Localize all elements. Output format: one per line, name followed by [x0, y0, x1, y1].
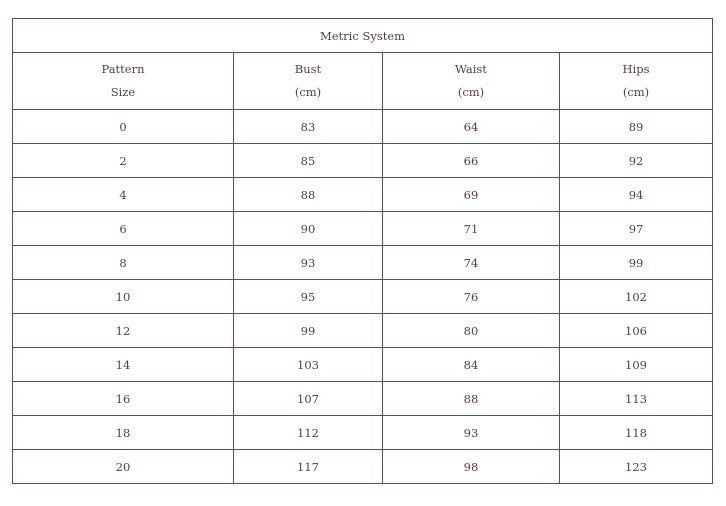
cell-size: 18 [13, 416, 234, 450]
cell-waist: 69 [383, 178, 560, 212]
cell-hips: 118 [560, 416, 713, 450]
cell-hips: 94 [560, 178, 713, 212]
cell-waist: 71 [383, 212, 560, 246]
cell-hips: 99 [560, 246, 713, 280]
cell-size: 6 [13, 212, 234, 246]
table-row [13, 144, 713, 178]
header-label: Pattern [101, 62, 145, 76]
size-chart-table [12, 18, 713, 484]
cell-hips: 89 [560, 110, 713, 144]
cell-size: 12 [13, 314, 234, 348]
cell-bust: 117 [234, 450, 383, 484]
cell-bust: 103 [234, 348, 383, 382]
header-label: Waist [455, 62, 487, 76]
cell-bust: 95 [234, 280, 383, 314]
header-hips [560, 53, 713, 110]
table-row [13, 382, 713, 416]
header-waist [383, 53, 560, 110]
header-unit: (cm) [622, 85, 650, 99]
cell-bust: 99 [234, 314, 383, 348]
table-row [13, 178, 713, 212]
cell-bust: 112 [234, 416, 383, 450]
cell-hips: 109 [560, 348, 713, 382]
table-row [13, 110, 713, 144]
header-pattern-size [13, 53, 234, 110]
cell-bust: 93 [234, 246, 383, 280]
table-row [13, 280, 713, 314]
cell-waist: 74 [383, 246, 560, 280]
cell-waist: 84 [383, 348, 560, 382]
cell-hips: 102 [560, 280, 713, 314]
cell-hips: 123 [560, 450, 713, 484]
cell-hips: 97 [560, 212, 713, 246]
header-sublabel: Size [110, 85, 136, 99]
header-unit: (cm) [457, 85, 485, 99]
cell-waist: 76 [383, 280, 560, 314]
cell-bust: 90 [234, 212, 383, 246]
cell-size: 16 [13, 382, 234, 416]
header-label: Hips [622, 62, 650, 76]
header-label: Bust [294, 62, 322, 76]
cell-hips: 106 [560, 314, 713, 348]
header-bust [234, 53, 383, 110]
cell-size: 0 [13, 110, 234, 144]
cell-size: 4 [13, 178, 234, 212]
header-unit: (cm) [294, 85, 322, 99]
cell-size: 14 [13, 348, 234, 382]
table-row [13, 212, 713, 246]
table-row [13, 246, 713, 280]
table-row [13, 314, 713, 348]
cell-bust: 85 [234, 144, 383, 178]
cell-size: 2 [13, 144, 234, 178]
cell-hips: 113 [560, 382, 713, 416]
cell-hips: 92 [560, 144, 713, 178]
cell-bust: 88 [234, 178, 383, 212]
table-row [13, 450, 713, 484]
table-row [13, 416, 713, 450]
cell-waist: 64 [383, 110, 560, 144]
cell-bust: 83 [234, 110, 383, 144]
cell-bust: 107 [234, 382, 383, 416]
cell-waist: 93 [383, 416, 560, 450]
cell-size: 8 [13, 246, 234, 280]
cell-waist: 66 [383, 144, 560, 178]
table-title: Metric System [13, 19, 713, 53]
cell-waist: 98 [383, 450, 560, 484]
header-row [13, 53, 713, 110]
cell-size: 10 [13, 280, 234, 314]
table-row [13, 348, 713, 382]
cell-waist: 88 [383, 382, 560, 416]
cell-waist: 80 [383, 314, 560, 348]
cell-size: 20 [13, 450, 234, 484]
